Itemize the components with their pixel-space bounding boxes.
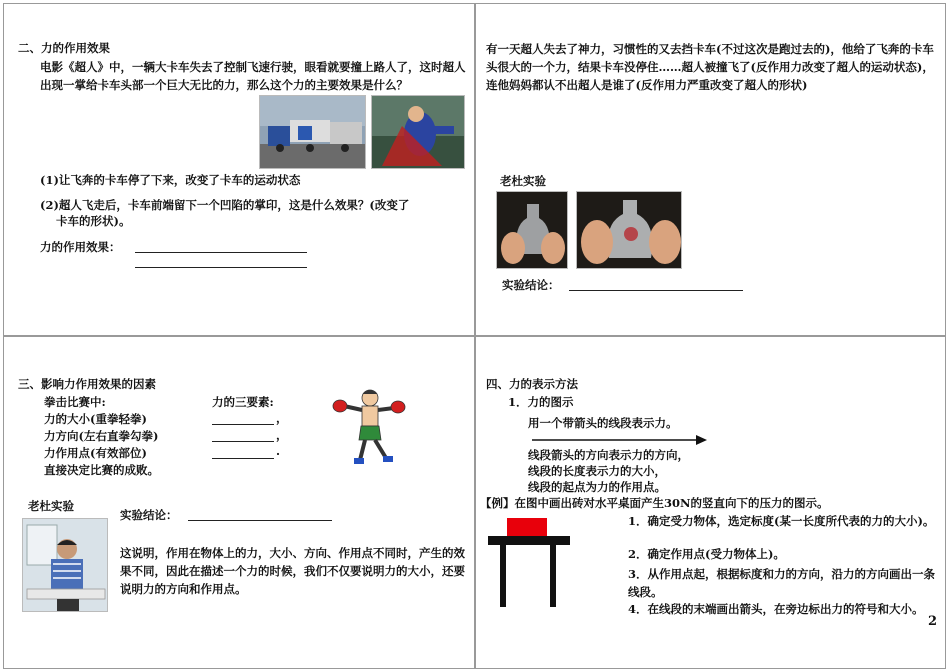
arrow-line-2: 线段的长度表示力的大小， <box>528 464 666 478</box>
lab-conclusion-blank[interactable] <box>569 279 743 291</box>
element-punct-3: . <box>276 444 281 458</box>
lab-conclusion-label: 实验结论： <box>502 278 560 292</box>
answer-blank-1[interactable] <box>135 241 307 253</box>
step-1 <box>628 512 938 530</box>
step-text: 从作用点起，根据标度和力的方向，沿力的方向画出一条线段。 <box>628 567 936 599</box>
boxing-line-4: 力作用点(有效部位) <box>44 446 147 460</box>
bottle-photo-1 <box>496 191 568 269</box>
step-3 <box>628 565 938 601</box>
step-number: 2． <box>628 547 648 561</box>
superman-photo <box>371 95 465 169</box>
three-elements-label: 力的三要素: <box>212 395 274 409</box>
section-heading-3: 三、影响力作用效果的因素 <box>18 377 156 391</box>
lab-title: 老杜实验 <box>500 174 546 188</box>
answer-item-1: (1)让飞奔的卡车停了下来，改变了卡车的运动状态 <box>40 173 301 187</box>
step-text: 确定作用点(受力物体上)。 <box>647 547 785 561</box>
example-question: 【例】在图中画出砖对水平桌面产生30N的竖直向下的压力的图示。 <box>480 496 829 510</box>
sub-heading: 1．力的图示 <box>508 395 574 409</box>
lab-title-3: 老杜实验 <box>28 499 74 513</box>
step-2 <box>628 545 938 563</box>
boxing-line-2: 力的大小(重拳轻拳) <box>44 412 147 426</box>
section-heading-4: 四、力的表示方法 <box>486 377 578 391</box>
page-number: 2 <box>928 614 938 629</box>
answer-item-2-line1: (2)超人飞走后，卡车前端留下一个凹陷的掌印，这是什么效果？(改变了 <box>40 198 410 212</box>
element-blank-3[interactable] <box>212 447 274 459</box>
table-brick-diagram <box>486 514 576 610</box>
step-text: 确定受力物体，选定标度(某一长度所代表的力的大小)。 <box>647 514 935 528</box>
force-diagram-desc: 用一个带箭头的线段表示力。 <box>528 416 678 430</box>
story-paragraph: 有一天超人失去了神力，习惯性的又去挡卡车(不过这次是跑过去的)，他给了飞奔的卡车头很大的一个力，结果卡车没停住……超人被撞飞了(反作用力改变了超人的运动状态)，连他妈妈都认不出超人是谁了(反作用力严重改变了超人的形状) <box>486 42 934 92</box>
element-punct-2: ， <box>276 428 288 442</box>
truck-photo <box>259 95 366 169</box>
step-number: 1． <box>628 514 648 528</box>
boxer-illustration <box>330 386 410 468</box>
element-blank-1[interactable] <box>212 413 274 425</box>
answer-blank-2[interactable] <box>135 256 307 268</box>
boxing-line-5: 直接决定比赛的成败。 <box>44 463 159 477</box>
explanation-paragraph: 这说明，作用在物体上的力，大小、方向、作用点不同时，产生的效果不同，因此在描述一个力的时候，我们不仅要说明力的大小，还要说明力的方向和作用点。 <box>120 546 465 596</box>
section-heading: 二、力的作用效果 <box>18 41 110 55</box>
lab-conclusion-label-3: 实验结论： <box>120 508 178 522</box>
step-number: 3． <box>628 567 648 581</box>
answer-item-2-line2: 卡车的形状)。 <box>56 214 131 228</box>
step-number: 4． <box>628 602 648 616</box>
element-blank-2[interactable] <box>212 430 274 442</box>
teacher-photo <box>22 518 108 612</box>
brick <box>507 518 547 536</box>
intro-paragraph: 电影《超人》中，一辆大卡车失去了控制飞速行驶，眼看就要撞上路人了，这时超人出现一掌给卡车头部一个巨大无比的力，那么这个力的主要效果是什么？ <box>40 60 466 92</box>
boxing-line-1: 拳击比赛中: <box>44 395 106 409</box>
arrow-line-3: 线段的起点为力的作用点。 <box>528 480 666 494</box>
sample-force-arrow <box>530 434 710 446</box>
bottle-photo-2 <box>576 191 682 269</box>
effect-label: 力的作用效果： <box>40 240 121 254</box>
element-punct-1: ， <box>276 411 288 425</box>
step-text: 在线段的末端画出箭头，在旁边标出力的符号和大小。 <box>647 602 924 616</box>
step-4 <box>628 600 938 618</box>
boxing-line-3: 力方向(左右直拳勾拳) <box>44 429 159 443</box>
lab-conclusion-blank-3[interactable] <box>188 509 332 521</box>
arrow-line-1: 线段箭头的方向表示力的方向， <box>528 448 689 462</box>
